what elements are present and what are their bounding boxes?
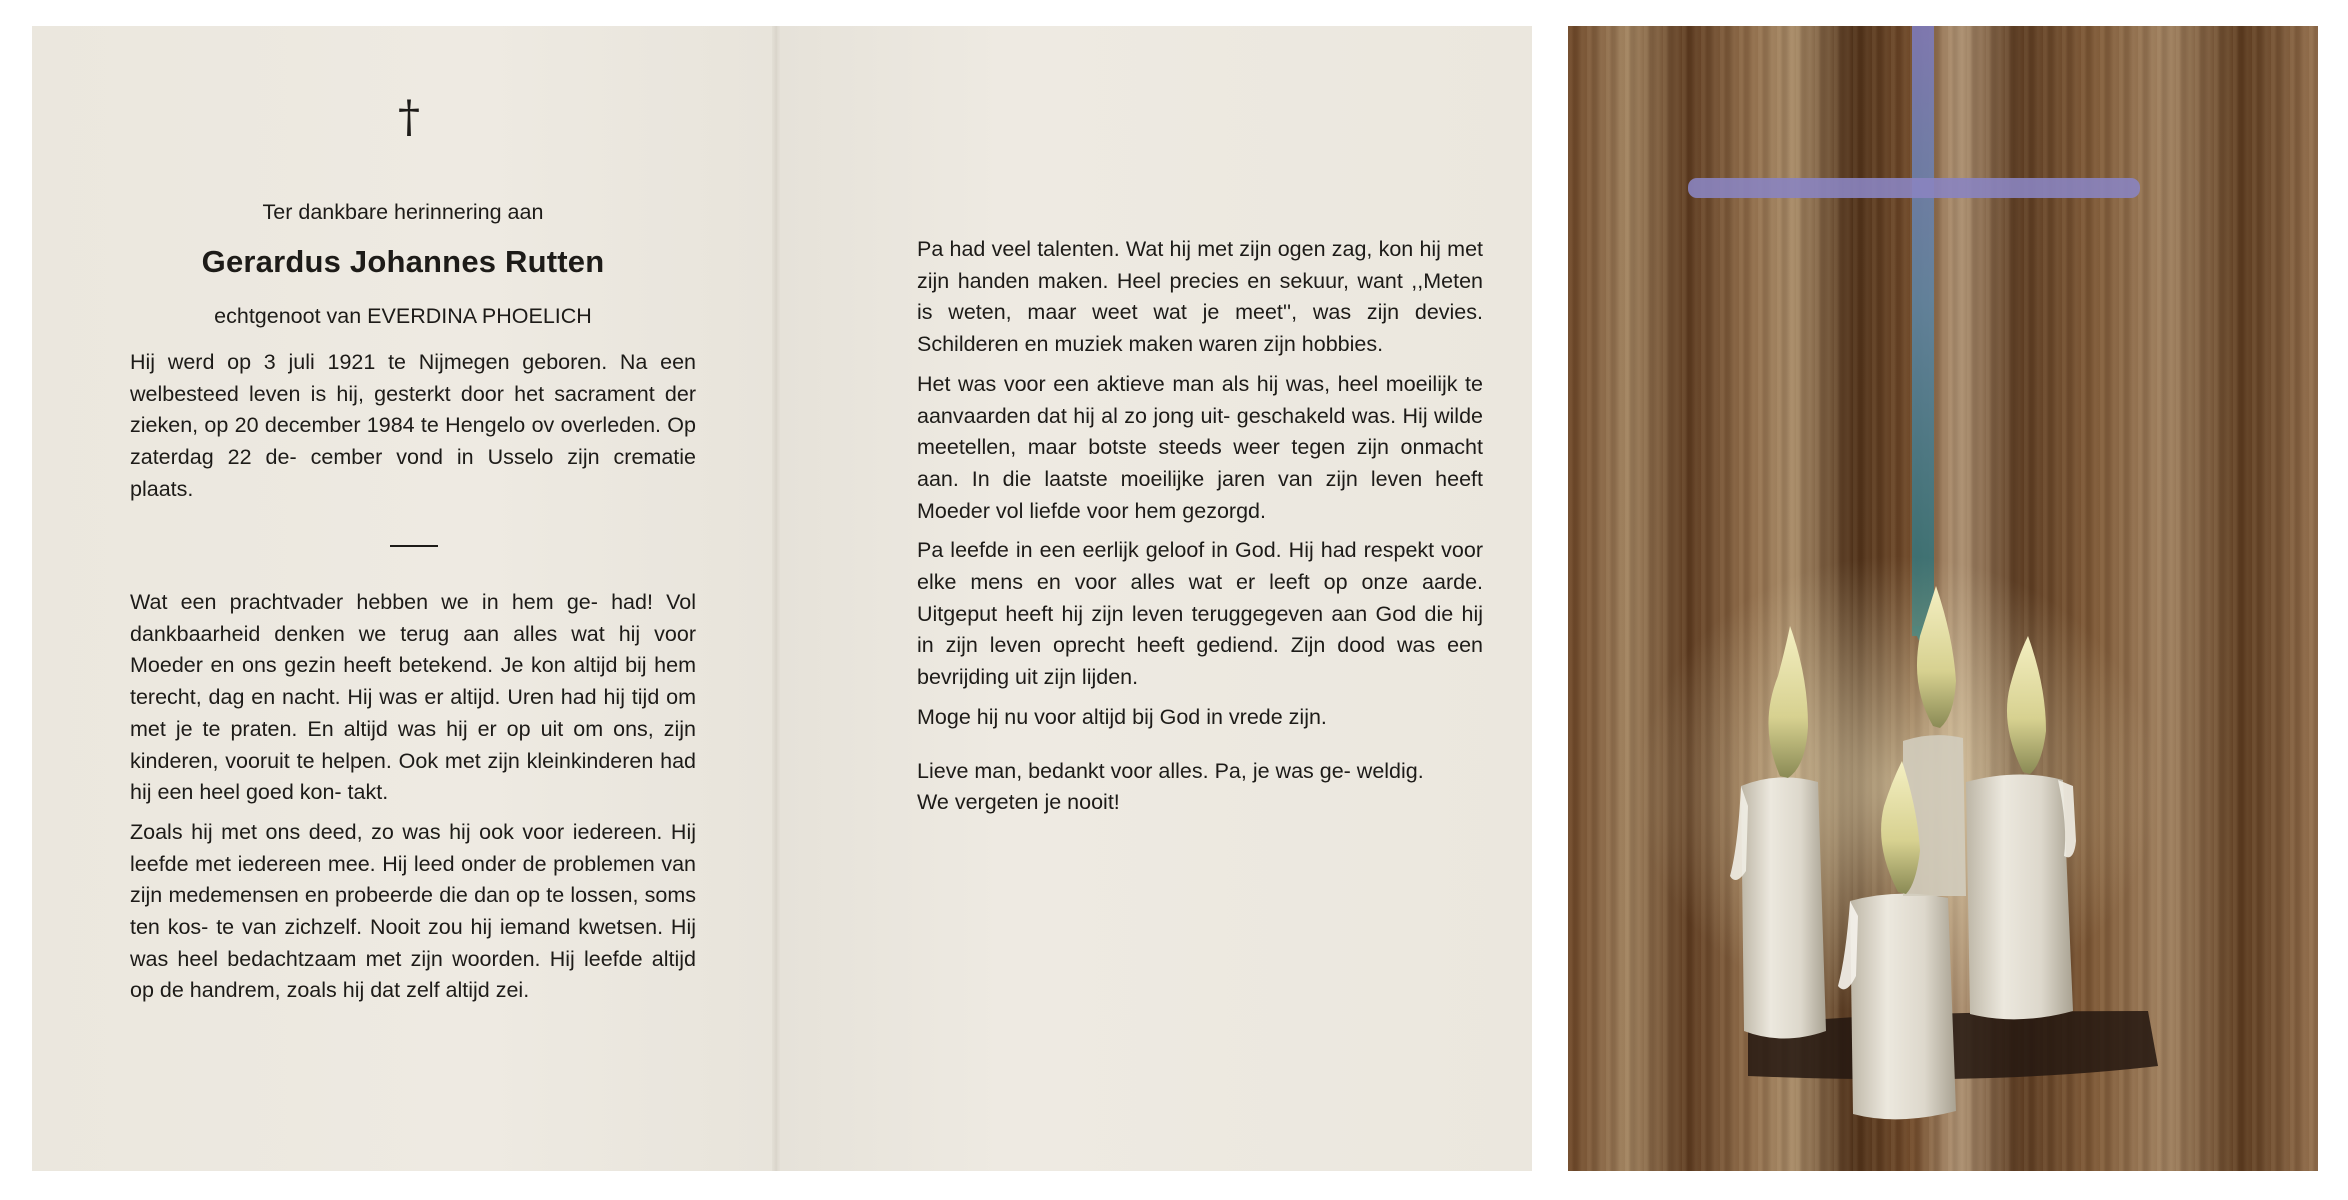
paragraph: Het was voor een aktieve man als hij was, heel moeilijk te aanvaarden dat hij al zo jong uit- geschakeld was. Hij wilde meetellen, maar botste steeds weer tegen zijn onmacht aan. In die laatste moeilijke jaren van zijn leven heeft Moeder vol liefde voor hem gezorgd. <box>917 371 1483 523</box>
spouse-line: echtgenoot van EVERDINA PHOELICH <box>214 304 592 328</box>
candle-front <box>1850 894 1956 1120</box>
biography-text <box>130 347 696 506</box>
paragraph: Hij werd op 3 juli 1921 te Nijmegen geboren. Na een welbesteed leven is hij, gesterkt door het sacrament der zieken, op 20 december 1984 te Hengelo ov overleden. Op zaterdag 22 de- cember vond in Usselo zijn crematie plaats. <box>130 350 696 501</box>
paragraph: Moge hij nu voor altijd bij God in vrede zijn. <box>917 704 1327 729</box>
cross-horizontal <box>1688 178 2140 198</box>
memorial-card <box>32 26 1532 1171</box>
paragraph: Lieve man, bedankt voor alles. Pa, je was ge- weldig. <box>917 758 1424 783</box>
tribute-text <box>130 587 696 1007</box>
painting-illustration <box>1568 26 2318 1171</box>
left-page <box>32 26 774 1171</box>
paragraph: Wat een prachtvader hebben we in hem ge- had! Vol dankbaarheid denken we terug aan alles wat hij voor Moeder en ons gezin heeft betekend. Je kon altijd bij hem terecht, dag en nacht. Hij was er altijd. Uren had hij tijd om met je te praten. En altijd was hij er op uit om ons, zijn kinderen, vooruit te helpen. Ook met zijn kleinkinderen had hij een heel goed kon- takt. <box>130 590 696 805</box>
cross-icon: † <box>398 92 420 143</box>
intro-line: Ter dankbare herinnering aan <box>262 200 544 224</box>
candle-right <box>1966 774 2073 1019</box>
paragraph: We vergeten je nooit! <box>917 790 1120 815</box>
cross-vertical <box>1912 26 1934 636</box>
paragraph: Pa had veel talenten. Wat hij met zijn ogen zag, kon hij met zijn handen maken. Heel precies en sekuur, want ,,Meten is weten, maar weet wat je meet'', was zijn devies. Schilderen en muziek maken waren zijn hobbies. <box>917 237 1483 357</box>
cross-candles-painting <box>1568 26 2318 1171</box>
divider <box>390 545 438 547</box>
paragraph: Pa leefde in een eerlijk geloof in God. Hij had respekt voor elke mens en voor alles wat er leeft op onze aarde. Uitgeput heeft hij zijn leven teruggegeven aan God die hij in zijn leven oprecht heeft gediend. Zijn dood was een bevrijding uit zijn lijden. <box>917 538 1483 690</box>
deceased-name: Gerardus Johannes Rutten <box>201 244 605 279</box>
right-page <box>780 26 1532 1171</box>
paragraph: Zoals hij met ons deed, zo was hij ook voor iedereen. Hij leefde met iedereen mee. Hij leed onder de problemen van zijn medemensen en probeerde die dan op te lossen, soms ten kos- te van zichzelf. Nooit zou hij iemand kwetsen. Hij was heel bedachtzaam met zijn woorden. Hij leefde altijd op de handrem, zoals hij dat zelf altijd zei. <box>130 819 696 1003</box>
candle-left <box>1741 777 1826 1038</box>
tribute-text-continued <box>917 234 1483 819</box>
